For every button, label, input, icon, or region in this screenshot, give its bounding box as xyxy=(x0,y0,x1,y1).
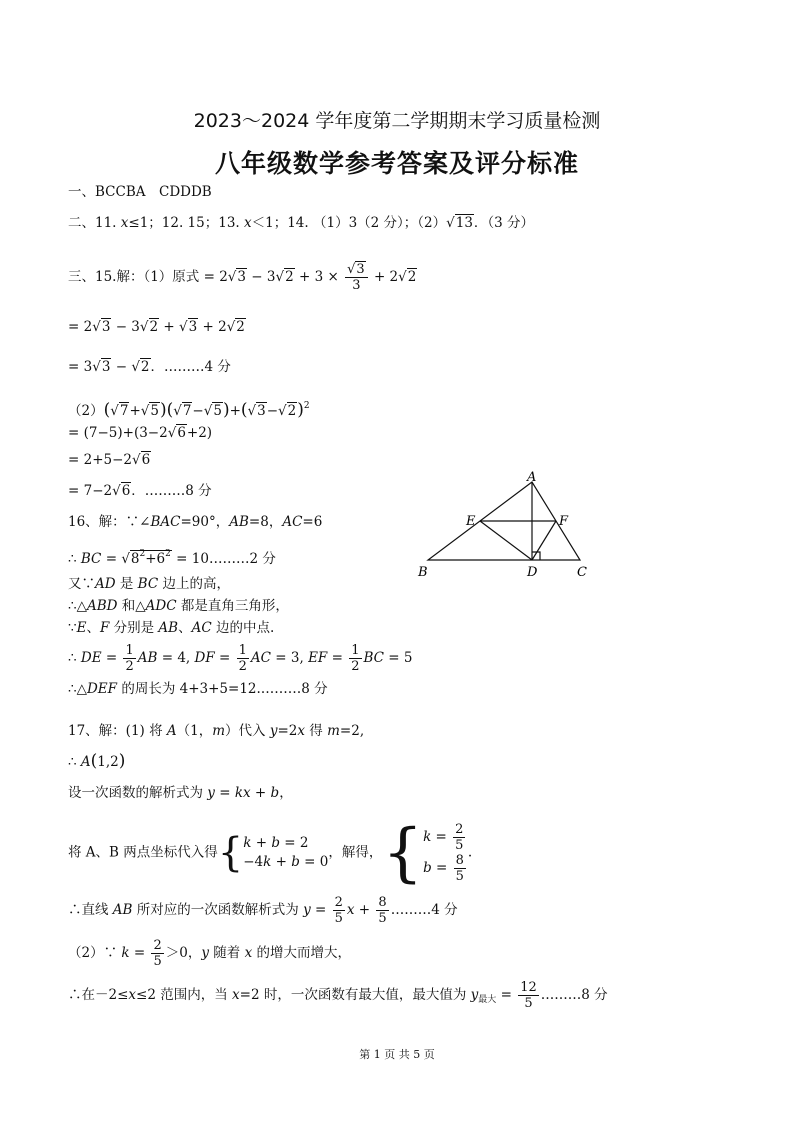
q16-line3: 又∵AD 是 BC 边上的高， xyxy=(68,576,230,592)
label-e: E xyxy=(466,514,476,529)
label-d: D xyxy=(527,565,538,580)
q17-line1: 17、解：(1) 将 A（1，m）代入 y=2x 得 m=2, xyxy=(68,723,365,739)
exam-title: 2023～2024 学年度第二学期期末学习质量检测 xyxy=(193,110,601,132)
q15-part2-line2: = (7−5)+(3−2√6+2) xyxy=(68,425,213,441)
q16-line2: ∴ BC = $√8^2+6^2$ = 10………2 分 xyxy=(68,549,276,567)
q16-line1: 16、解：∵∠BAC=90°，AB=8，AC=6 xyxy=(68,514,323,530)
q16-line5: ∵E、F 分别是 AB、AC 边的中点. xyxy=(68,620,275,636)
triangle-figure xyxy=(410,468,600,583)
section1-answers: 一、BCCBA CDDDB xyxy=(68,184,212,200)
label-f: F xyxy=(559,514,569,529)
q16-line4: ∴△ABD 和△ADC 都是直角三角形， xyxy=(68,598,289,614)
q15-part1-line1: 三、15.解：（1）原式 = 2√3 − 3√2 + 3 × $\frac{√3}{3}$ + 2√2 xyxy=(68,262,417,293)
label-a: A xyxy=(527,470,537,485)
q17-line7: ∴在－2≤x≤2 范围内，当 x=2 时，一次函数有最大值，最大值为 $y_{最大}$ = $\frac{12}{5}$ ………8 分 xyxy=(68,980,608,1011)
q16-line7: ∴△DEF 的周长为 4+3+5=12.………8 分 xyxy=(68,681,328,697)
label-b: B xyxy=(418,565,428,580)
q15-part2-line3: = 2+5−2√6 xyxy=(68,452,151,468)
q17-line4: 将 A、B 两点坐标代入得{k + b = 2 −4k + b = 0，解得，{k = $\frac{2}{5}$ b = $\frac{8}{5}$ . xyxy=(68,816,473,890)
answer-key-title: 八年级数学参考答案及评分标准 xyxy=(214,149,579,178)
segment-ed xyxy=(480,521,532,560)
q17-line5: ∴直线 AB 所对应的一次函数解析式为 y = $\frac{2}{5}$ x + $\frac{8}{5}$ ………4 分 xyxy=(68,895,458,926)
label-c: C xyxy=(577,565,587,580)
q16-line6: ∴ DE = $\frac{1}{2}$ AB = 4, DF = $\frac{1}{2}$ AC = 3, EF = $\frac{1}{2}$ BC = 5 xyxy=(68,643,413,674)
page-footer: 第 1 页 共 5 页 xyxy=(359,1048,435,1061)
q15-part1-line2: = 2√3 − 3√2 + √3 + 2√2 xyxy=(68,319,245,335)
q17-line2: ∴ A(1,2) xyxy=(68,751,126,771)
q15-part2-line1: $(2)(√7+√5)(√7-√5)+(√3-√2)^2$ xyxy=(68,400,310,420)
section2-answers: 二、11. x≤1；12. 15；13. x＜1；14. （1）3（2 分）；（2）√13．（3 分） xyxy=(68,215,535,231)
q17-line3: 设一次函数的解析式为 y = kx + b， xyxy=(68,785,293,801)
segment-fd xyxy=(532,521,556,560)
q15-part2-line4: = 7−2√6．………8 分 xyxy=(68,483,212,499)
q17-line6: （2）∵ k = $\frac{2}{5}$ ＞0，y 随着 x 的增大而增大， xyxy=(68,938,352,969)
q15-part1-line3: = 3√3 − √2．………4 分 xyxy=(68,359,231,375)
